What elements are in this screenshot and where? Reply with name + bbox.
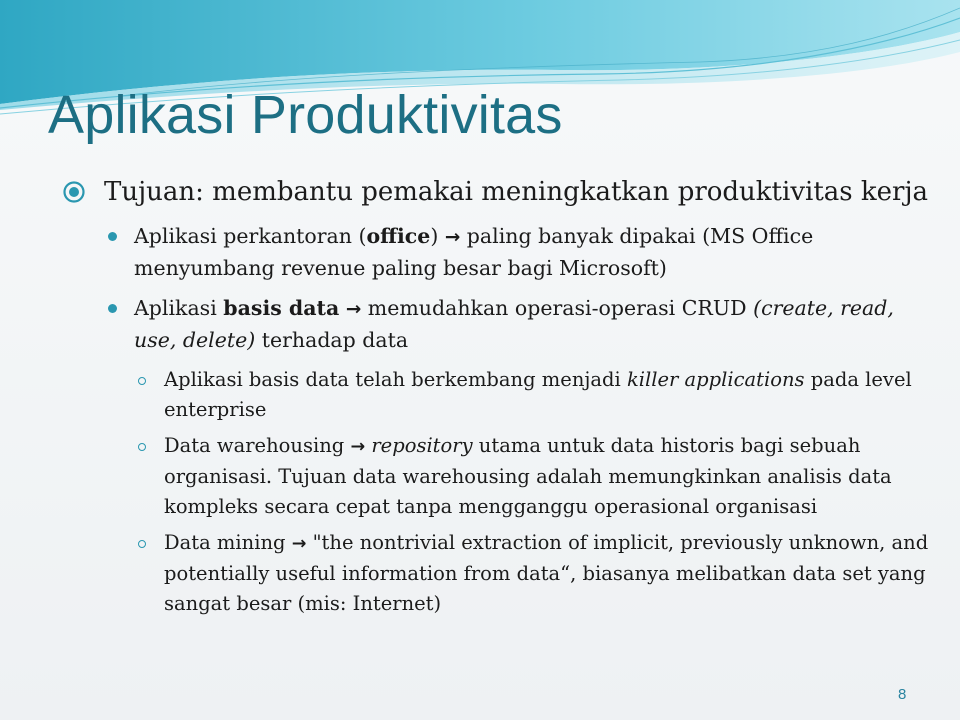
- bullet-basis-data-bold: basis data: [223, 296, 340, 320]
- bullet-office: [62, 221, 932, 283]
- bullet-office-text-1: Aplikasi perkantoran (: [134, 224, 367, 248]
- sub-bullet-data-mining-text-1: Data mining: [164, 531, 292, 554]
- sub-bullet-killer-apps-text-1: Aplikasi basis data telah berkembang menjadi: [164, 368, 627, 391]
- page-title: Aplikasi Produktivitas: [48, 85, 563, 145]
- arrow-right-icon: →: [345, 299, 362, 320]
- bullet-basis-data: [62, 293, 932, 355]
- circle-bullet-icon: [138, 540, 146, 548]
- circle-bullet-icon: [138, 443, 146, 451]
- bullet-basis-data-text-3: memudahkan operasi-operasi CRUD: [361, 296, 754, 320]
- slide-content: [62, 176, 932, 625]
- sub-bullet-killer-apps-text-2: pada level enterprise: [164, 368, 912, 421]
- page-number: 8: [898, 686, 907, 703]
- sub-bullet-data-warehousing-text-1: Data warehousing: [164, 434, 351, 457]
- sub-bullet-killer-apps: [62, 365, 932, 425]
- bullet-basis-data-italic: (create, read, use, delete): [134, 296, 894, 352]
- sub-bullet-data-mining: [62, 528, 932, 619]
- sub-bullet-killer-apps-italic: killer applications: [626, 368, 805, 391]
- sub-bullet-data-warehousing-text-3: utama untuk data historis bagi sebuah organisasi. Tujuan data warehousing adalah memungkinkan analisis data kompleks secara cepat tanpa mengganggu operasional organisasi: [164, 434, 892, 518]
- bullet-office-text-2: ): [430, 224, 445, 248]
- bullet-office-bold: office: [366, 224, 431, 248]
- bullet-office-text-3: paling banyak dipakai (MS Office menyumbang revenue paling besar bagi Microsoft): [134, 224, 814, 280]
- circle-bullet-icon: [138, 377, 146, 385]
- sub-bullet-data-warehousing-italic: repository: [371, 434, 473, 457]
- target-bullet-icon: [62, 180, 86, 204]
- dot-bullet-icon: [108, 304, 117, 313]
- bullet-basis-data-text-4: terhadap data: [255, 328, 409, 352]
- bullet-tujuan-text: Tujuan: membantu pemakai meningkatkan produktivitas kerja: [104, 177, 929, 207]
- arrow-right-icon: →: [350, 437, 366, 457]
- dot-bullet-icon: [108, 232, 117, 241]
- sub-bullet-data-warehousing: [62, 431, 932, 522]
- bullet-tujuan: [62, 176, 932, 209]
- arrow-right-icon: →: [444, 227, 461, 248]
- bullet-basis-data-text-1: Aplikasi: [134, 296, 224, 320]
- sub-bullet-data-mining-text-2: "the nontrivial extraction of implicit, previously unknown, and potentially useful information from data“, biasanya melibatkan data set yang sangat besar (mis: Internet): [164, 531, 929, 615]
- arrow-right-icon: →: [291, 534, 307, 554]
